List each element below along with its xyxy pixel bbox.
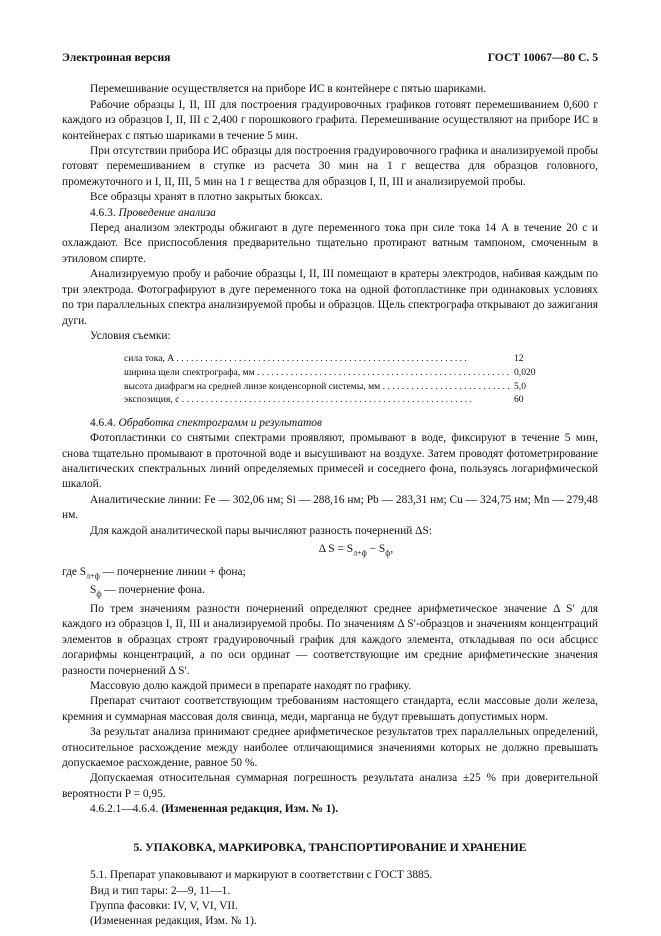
running-header xyxy=(62,50,598,65)
condition-label: высота диафрагм на средней линзе конденсорной системы, мм . . . xyxy=(124,380,510,394)
legend-symbol: где S xyxy=(62,565,87,578)
formula-subscript: л+ф xyxy=(353,548,367,558)
formula-lhs: Δ S = S xyxy=(318,542,354,555)
paragraph: Рабочие образцы I, II, III для построения градуировочных графиков готовят перемешиванием 0,600 г каждого из образцов I, II, III с 2,400 г порошкового графита. Перемешивание осуществляют на приборе ИС в контейнерах с пятью шариками в течение 5 мин. xyxy=(62,98,598,142)
paragraph: Все образцы хранят в плотно закрытых бюксах. xyxy=(90,191,323,204)
paragraph: При отсутствии прибора ИС образцы для построения градуировочного графика и анализируемой пробы готовят перемешиванием в ступке из расчета 30 мин на 1 г вещества для образцов головного, промежуточного и I, II, III, 5 мин на 1 г вещества для образцов I, II, III и анализируемой пробы. xyxy=(62,145,598,188)
formula-subscript: ф xyxy=(385,548,391,558)
amendment-note: (Измененная редакция, Изм. № 1). xyxy=(90,915,257,928)
paragraph: Перемешивание осуществляется на приборе ИС в контейнере с пятью шариками. xyxy=(90,83,487,96)
section-heading xyxy=(62,206,598,221)
formula-legend xyxy=(62,565,598,584)
paragraph: Массовую долю каждой примеси в препарате находят по графику. xyxy=(90,680,412,693)
section-5-heading: 5. УПАКОВКА, МАРКИРОВКА, ТРАНСПОРТИРОВАНИЕ И ХРАНЕНИЕ xyxy=(133,840,527,854)
formula-end: , xyxy=(390,542,394,555)
paragraph: Перед анализом электроды обжигают в дуге переменного тока при силе тока 14 А в течение 20 с и охлаждают. Все приспособления предварительно тщательно протирают ватным тампоном, смоченным в этиловом спирте. xyxy=(62,222,598,265)
shooting-conditions xyxy=(124,352,544,406)
header-right: ГОСТ 10067—80 С. 5 xyxy=(487,51,598,64)
paragraph: Допускаемая относительная суммарная погрешность результата анализа ±25 % при доверительной вероятности P = 0,95. xyxy=(62,772,598,800)
condition-value: 60 xyxy=(514,394,524,406)
formula-mid: − S xyxy=(366,542,386,555)
section-title: Обработка спектрограмм и результатов xyxy=(118,416,322,429)
condition-value: 12 xyxy=(514,353,524,365)
document-page xyxy=(62,50,598,930)
paragraph: Условия съемки: xyxy=(90,329,171,342)
header-left: Электронная версия xyxy=(62,51,171,64)
section-heading xyxy=(62,416,598,431)
paragraph: Группа фасовки: IV, V, VI, VII. xyxy=(90,899,238,912)
paragraph: За результат анализа принимают среднее арифметическое результатов трех параллельных определений, относительное расхождение между наиболее отличающимися значениями которых не должно превышать допускаемое расхождение, равное 50 %. xyxy=(62,726,598,770)
paragraph: 5.1. Препарат упаковывают и маркируют в соответствии с ГОСТ 3885. xyxy=(90,869,433,882)
amendment-text: (Измененная редакция, Изм. № 1). xyxy=(161,803,339,816)
condition-row xyxy=(124,352,544,366)
paragraph: Фотопластинки со снятыми спектрами проявляют, промывают в воде, фиксируют в течение 5 мин, снова тщательно промывают в проточной воде и высушивают на воздухе. Затем проводят фотометрирование аналитических спектральных линий определяемых примесей и соседнего фона, пользуясь логарифмической шкалой. xyxy=(62,432,598,491)
paragraph: Препарат считают соответствующим требованиям настоящего стандарта, если массовые доли железа, кремния и суммарная массовая доля свинца, меди, марганца не будут превышать допустимых норм. xyxy=(62,695,598,723)
paragraph: Для каждой аналитической пары вычисляют разность почернений ΔS: xyxy=(90,524,432,537)
amendment-range: 4.6.2.1—4.6.4. xyxy=(90,803,159,816)
legend-text: — почернение линии + фона; xyxy=(99,565,246,578)
legend-symbol: S xyxy=(90,584,97,597)
paragraph: По трем значениям разности почернений определяют среднее арифметическое значение Δ S′ для каждого из образцов I, II, III и анализируемой пробы. По значениям Δ S′-образцов и значениям концентраций элементов в образцах строят градуировочный график для каждого элемента, откладывая по оси абсцисс логарифмы концентраций, а по оси ординат — соответствующие им средние арифметические значения разности почернений Δ S′. xyxy=(62,603,598,677)
condition-row xyxy=(124,366,544,380)
section-number: 4.6.3. xyxy=(90,206,116,219)
paragraph: Вид и тип тары: 2—9, 11—1. xyxy=(90,884,231,897)
condition-row xyxy=(124,380,544,394)
condition-label: ширина щели спектрографа, мм . . . xyxy=(124,366,510,380)
condition-value: 0,020 xyxy=(514,366,536,378)
condition-label: экспозиция, с . . . xyxy=(124,393,510,407)
paragraph: Анализируемую пробу и рабочие образцы I, II, III помещают в кратеры электродов, набивая каждым по три электрода. Фотографируют в дуге переменного тока на одной фотопластинке при одинаковых условиях по три параллельных спектра анализируемой пробы и образцов. Щель спектрографа открывают до зажигания дуги. xyxy=(62,268,598,327)
legend-subscript: л+ф xyxy=(86,570,100,580)
legend-subscript: ф xyxy=(96,589,102,599)
condition-value: 5,0 xyxy=(514,380,526,392)
condition-row xyxy=(124,393,544,407)
formula-legend xyxy=(90,583,598,602)
paragraph: Аналитические линии: Fe — 302,06 нм; Si — 288,16 нм; Pb — 283,31 нм; Cu — 324,75 нм; Mn — 279,48 нм. xyxy=(62,493,598,522)
section-title: Проведение анализа xyxy=(118,206,216,219)
section-number: 4.6.4. xyxy=(90,416,116,429)
amendment-note xyxy=(62,802,598,817)
condition-label: сила тока, А . . . xyxy=(124,352,510,366)
formula xyxy=(62,542,598,561)
legend-text: — почернение фона. xyxy=(101,584,205,597)
